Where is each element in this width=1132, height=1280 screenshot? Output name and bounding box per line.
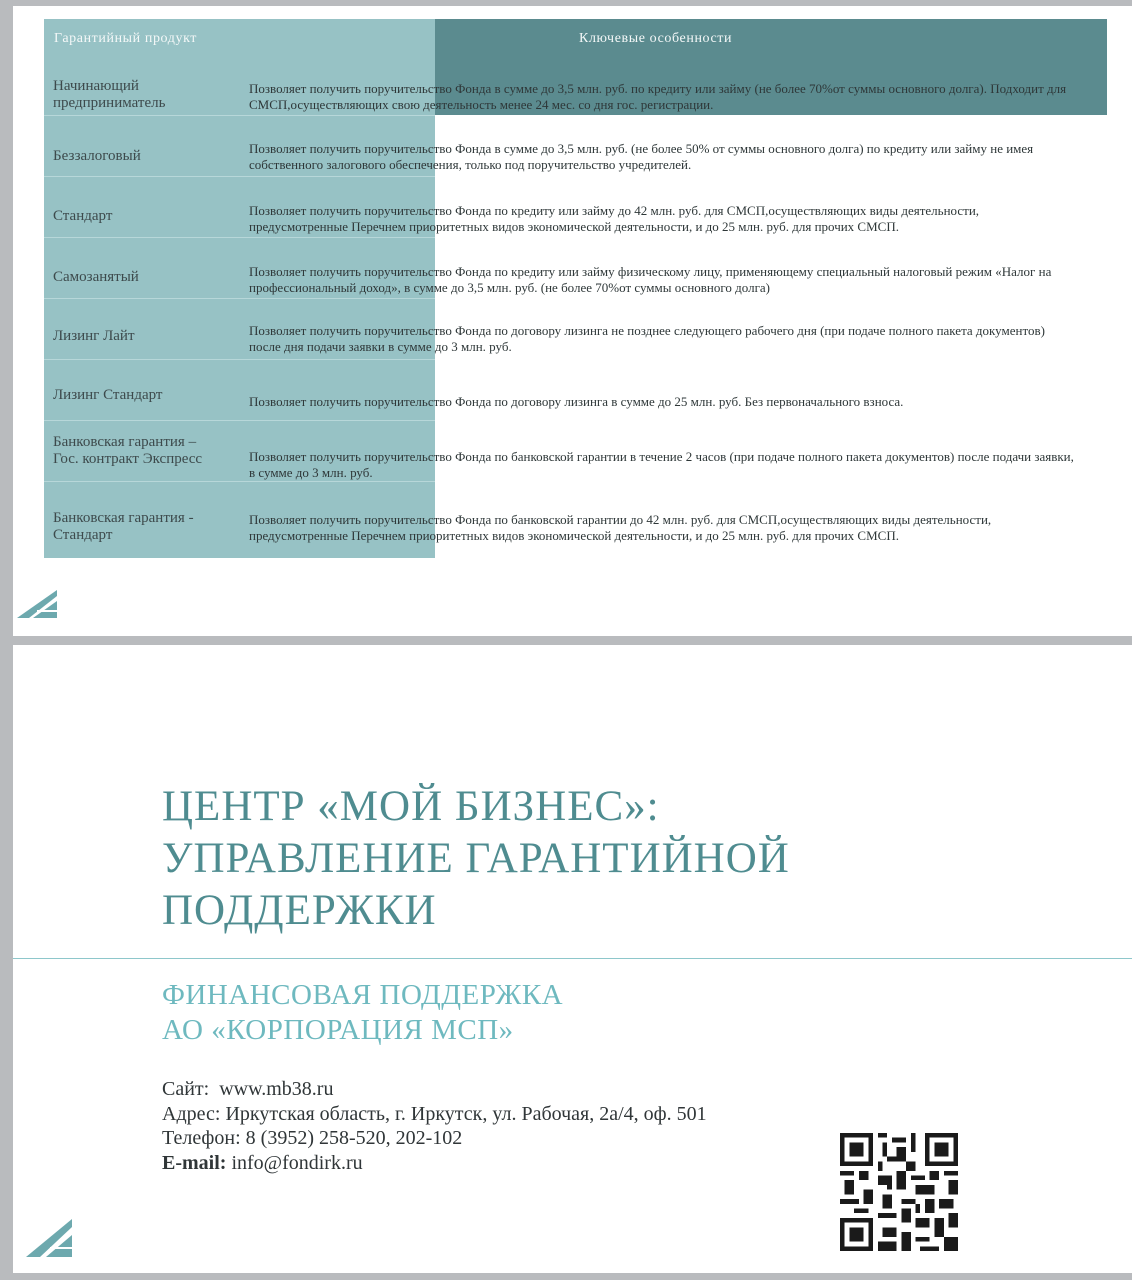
- title-line: ПОДДЕРЖКИ: [162, 887, 437, 934]
- site-link[interactable]: www.mb38.ru: [219, 1078, 334, 1100]
- header-product: Гарантийный продукт: [54, 31, 198, 46]
- address-value: Иркутская область, г. Иркутск, ул. Рабочая, 2а/4, оф. 501: [225, 1102, 707, 1125]
- email-line: [162, 1151, 707, 1176]
- row-divider: [44, 420, 435, 421]
- site-line: [162, 1077, 707, 1102]
- title-line: ЦЕНТР «МОЙ БИЗНЕС»:: [162, 783, 660, 830]
- product-description: Позволяет получить поручительство Фонда по договору лизинга не позднее следующего рабочего дня (при подаче полного пакета документов) после дня подачи заявки в сумме до 3 млн. руб.: [249, 323, 1045, 354]
- product-description: Позволяет получить поручительство Фонда по кредиту или займу физическому лицу, применяющему специальный налоговый режим «Налог на профессиональный доход», в сумме до 3,5 млн. руб. (не более 70%от суммы основного долга): [249, 264, 1052, 295]
- subtitle-line: АО «КОРПОРАЦИЯ МСП»: [162, 1014, 514, 1046]
- closing-slide: [13, 645, 1132, 1273]
- row-divider: [44, 115, 435, 116]
- phone-line: [162, 1126, 707, 1151]
- section-divider: [13, 958, 1132, 959]
- product-description: Позволяет получить поручительство Фонда по кредиту или займу до 42 млн. руб. для СМСП,осуществляющих виды деятельности, предусмотренные Перечнем приоритетных видов экономической деятельности, и до 25 млн. руб. для прочих СМСП.: [249, 203, 980, 234]
- product-name: Лизинг Лайт: [53, 328, 135, 344]
- address-line: [162, 1102, 707, 1127]
- product-description: Позволяет получить поручительство Фонда по банковской гарантии до 42 млн. руб. для СМСП,осуществляющих виды деятельности, предусмотренные Перечнем приоритетных видов экономической деятельности, и до 25 млн. руб. для прочих СМСП.: [249, 512, 992, 543]
- row-divider: [44, 359, 435, 360]
- guarantee-products-slide: [13, 6, 1132, 636]
- site-label: Сайт:: [162, 1078, 210, 1100]
- phone-label: Телефон:: [162, 1127, 241, 1149]
- title-line: УПРАВЛЕНИЕ ГАРАНТИЙНОЙ: [162, 835, 790, 882]
- contact-block: [162, 1077, 707, 1175]
- corner-logo-icon: [26, 1217, 72, 1257]
- closing-title: [162, 781, 790, 937]
- row-divider: [44, 481, 435, 482]
- header-features: Ключевые особенности: [579, 31, 733, 46]
- product-name: Стандарт: [53, 208, 113, 224]
- row-divider: [44, 298, 435, 299]
- product-description: Позволяет получить поручительство Фонда по договору лизинга в сумме до 25 млн. руб. Без первоначального взноса.: [249, 394, 904, 409]
- closing-subtitle: [162, 978, 563, 1048]
- product-name: Самозанятый: [53, 269, 139, 285]
- product-description: Позволяет получить поручительство Фонда в сумме до 3,5 млн. руб. по кредиту или займу (не более 70%от суммы основного долга). Подходит для СМСП,осуществляющих свою деятельность менее 24 мес. со дня гос. регистрации.: [249, 81, 1067, 112]
- product-name: Начинающий предприниматель: [53, 78, 166, 111]
- product-description: Позволяет получить поручительство Фонда в сумме до 3,5 млн. руб. (не более 50% от суммы основного долга) по кредиту или займу не имея собственного залогового обеспечения, только под поручительство учредителей.: [249, 141, 1034, 172]
- phone-value: 8 (3952) 258-520, 202-102: [245, 1127, 463, 1149]
- product-name: Банковская гарантия – Гос. контракт Экспресс: [53, 434, 203, 467]
- product-description: Позволяет получить поручительство Фонда по банковской гарантии в течение 2 часов (при подаче полного пакета документов) после подачи заявки, в сумме до 3 млн. руб.: [249, 449, 1074, 480]
- product-name: Беззалоговый: [53, 148, 141, 164]
- product-name: Банковская гарантия - Стандарт: [53, 510, 194, 543]
- subtitle-line: ФИНАНСОВАЯ ПОДДЕРЖКА: [162, 979, 564, 1011]
- row-divider: [44, 237, 435, 238]
- email-link[interactable]: info@fondirk.ru: [231, 1151, 363, 1174]
- row-divider: [44, 176, 435, 177]
- corner-logo-icon: [17, 588, 57, 618]
- email-label: E-mail:: [162, 1151, 227, 1174]
- qr-code-icon[interactable]: [840, 1133, 958, 1251]
- product-name: Лизинг Стандарт: [53, 387, 163, 403]
- address-label: Адрес:: [162, 1102, 221, 1125]
